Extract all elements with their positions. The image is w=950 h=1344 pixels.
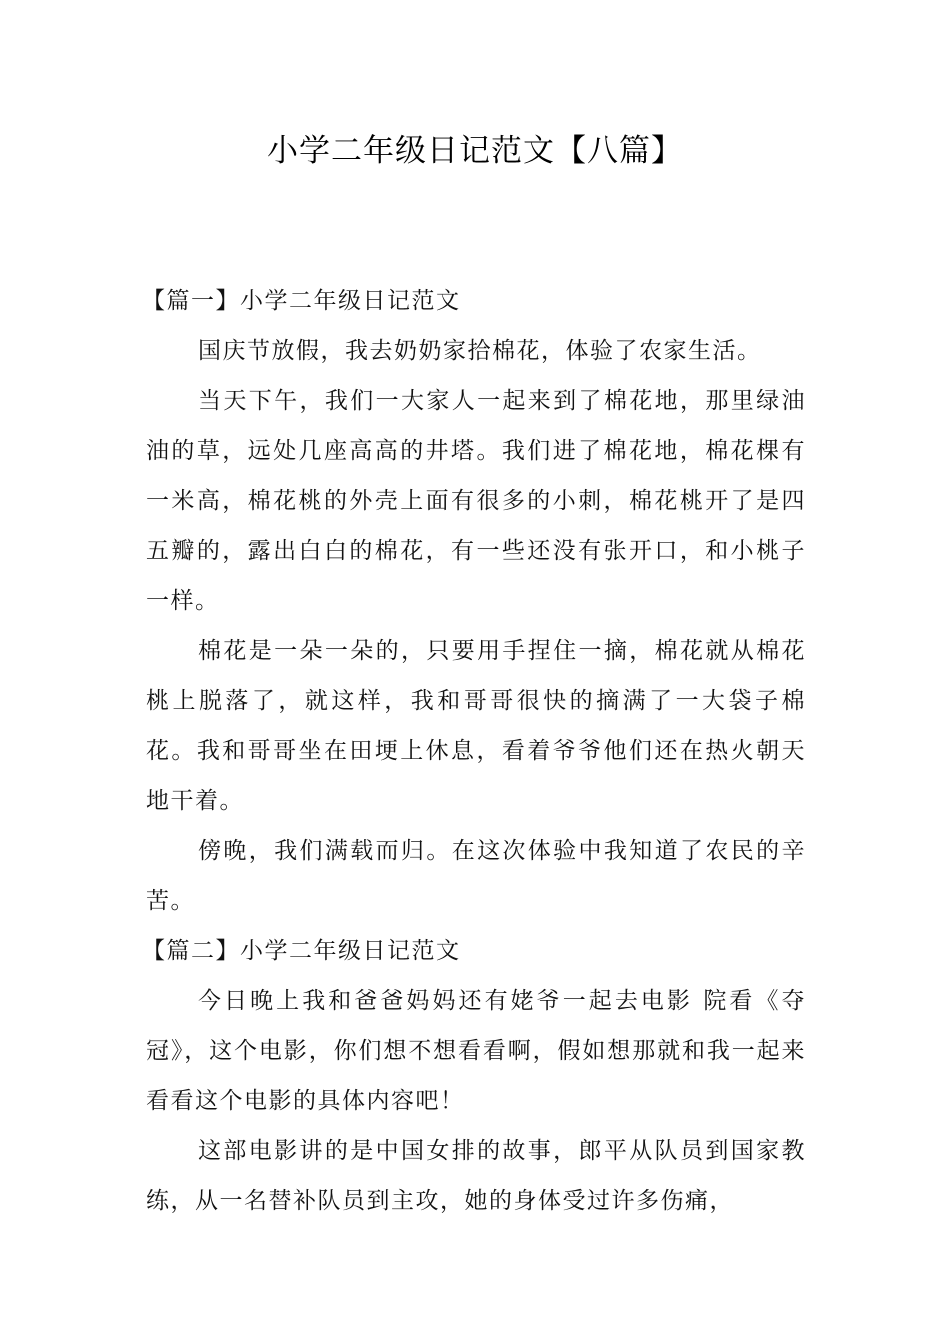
paragraph: 国庆节放假，我去奶奶家拾棉花，体验了农家生活。 (198, 338, 762, 364)
paragraph: 当天下午，我们一大家人一起来到了棉花地，那里绿油油的草，远处几座高高的井塔。我们进了棉花地，棉花棵有一米高，棉花桃的外壳上面有很多的小刺，棉花桃开了是四五瓣的，露出白白的棉花，有一些还没有张开口，和小桃子一样。 (146, 388, 806, 614)
paragraph: 这部电影讲的是中国女排的故事，郎平从队员到国家教练，从一名替补队员到主攻，她的身体受过许多伤痛， (146, 1138, 806, 1214)
section-heading-1: 【篇一】小学二年级日记范文 (142, 288, 461, 314)
paragraph: 今日晚上我和爸爸妈妈还有姥爷一起去电影 院看《夺冠》，这个电影，你们想不想看看啊，假如想那就和我一起来看看这个电影的具体内容吧！ (146, 988, 806, 1114)
section-heading-2: 【篇二】小学二年级日记范文 (142, 938, 461, 964)
paragraph: 棉花是一朵一朵的，只要用手捏住一摘，棉花就从棉花桃上脱落了，就这样，我和哥哥很快的摘满了一大袋子棉花。我和哥哥坐在田埂上休息，看着爷爷他们还在热火朝天地干着。 (146, 638, 806, 814)
document-title: 小学二年级日记范文【八篇】 (267, 133, 683, 169)
paragraph: 傍晚，我们满载而归。在这次体验中我知道了农民的辛苦。 (146, 838, 806, 914)
document-body (142, 276, 806, 1226)
